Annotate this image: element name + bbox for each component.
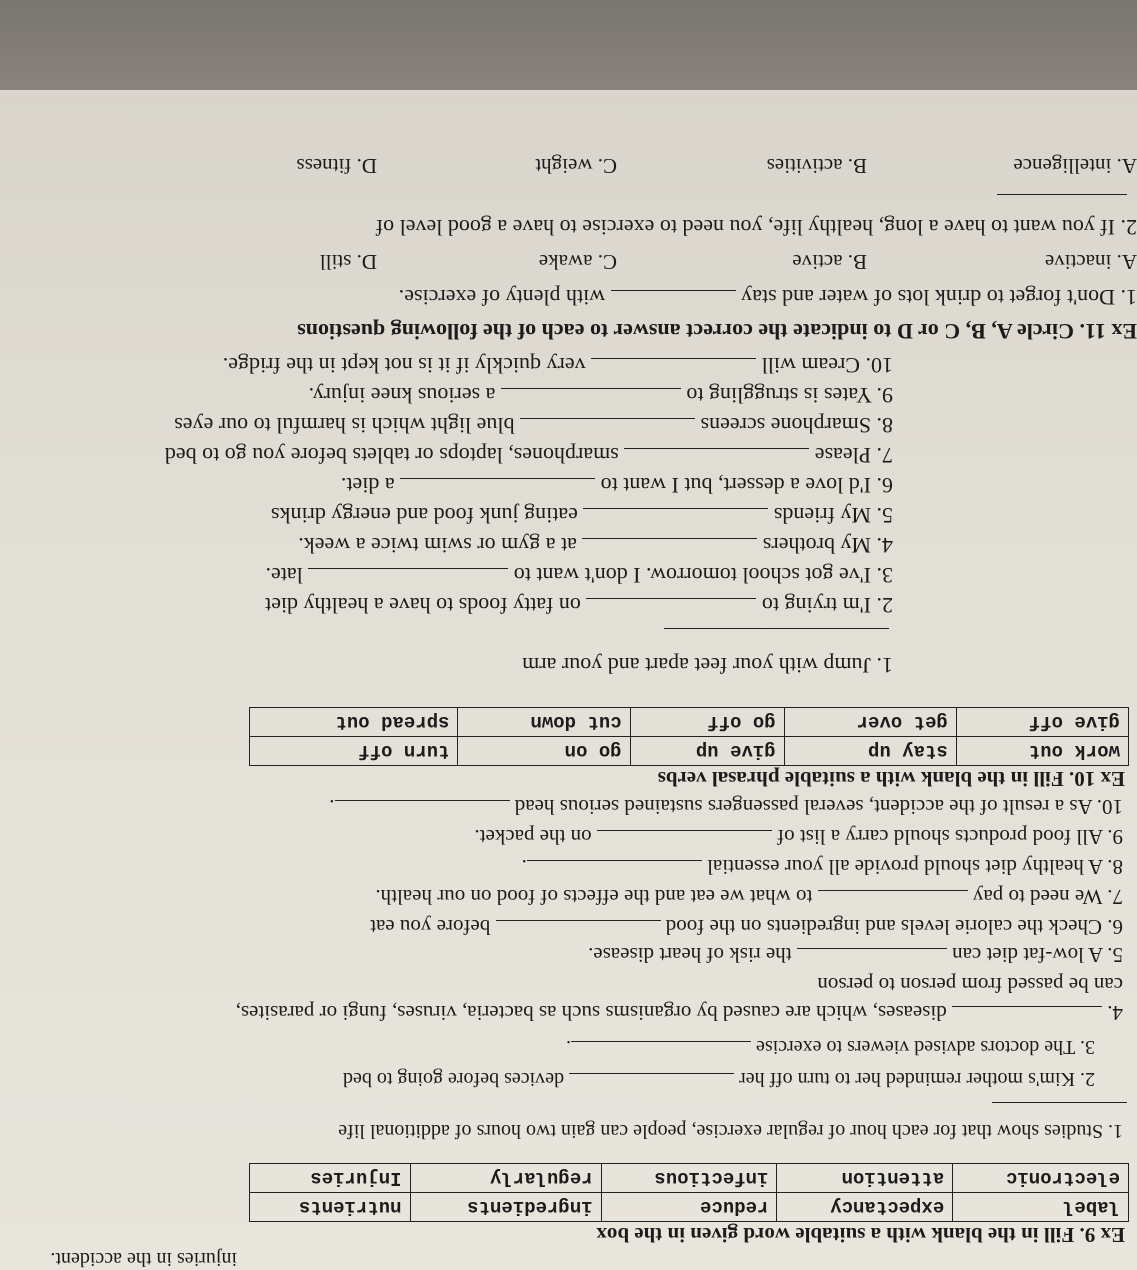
- option-c[interactable]: C. weight: [535, 154, 617, 178]
- item-text-after: before you eat: [370, 915, 491, 939]
- ex9-item: [375, 884, 1123, 910]
- answer-blank[interactable]: [818, 890, 968, 909]
- item-number: 9.: [1107, 825, 1123, 849]
- option-a[interactable]: A. intelligence: [1013, 154, 1137, 178]
- answer-blank[interactable]: [571, 1041, 751, 1060]
- item-number: 1.: [1108, 1120, 1123, 1142]
- ex11-title: Ex 11. Circle A, B, C or D to indicate the correct answer to each of the following questions: [297, 319, 1137, 344]
- item-number: 7.: [1107, 885, 1123, 909]
- answer-blank[interactable]: [527, 860, 702, 879]
- answer-blank[interactable]: [586, 598, 756, 617]
- item-text-after: late.: [265, 563, 303, 588]
- item-text-after: blue light which is harmful to our eyes: [174, 413, 515, 438]
- ex10-item-1-blank: [664, 622, 889, 648]
- box-phrase: cut down: [458, 708, 630, 737]
- item-number: 3.: [876, 563, 893, 588]
- option-b[interactable]: B. activities: [766, 154, 867, 178]
- box-word: expectancy: [777, 1193, 953, 1222]
- item-number: 8.: [1107, 855, 1123, 879]
- box-phrase: give off: [956, 708, 1128, 737]
- box-word: nutrients: [250, 1193, 411, 1222]
- item-number: 4.: [1107, 1001, 1123, 1025]
- item-number: 4.: [876, 533, 893, 558]
- ex9-title: Ex 9. Fill in the blank with a suitable word given in the box: [596, 1223, 1125, 1247]
- top-fragment: injuries in the accident.: [50, 1248, 237, 1270]
- answer-blank[interactable]: [611, 290, 736, 309]
- item-text-after: very quickly if it is not kept in the fridge.: [222, 353, 586, 378]
- item-text: Studies show that for each hour of regular exercise, people can gain two hours of additional life: [338, 1120, 1103, 1142]
- ex10-item: [165, 442, 893, 468]
- ex11-q2-blank: [997, 188, 1127, 214]
- ex10-phrasal-verb-box: [249, 707, 1129, 766]
- item-text: My friends: [773, 503, 871, 528]
- ex9-item-continuation: [817, 972, 1123, 998]
- item-text-after: .: [329, 795, 335, 819]
- item-text-after: a serious knee injury.: [308, 383, 496, 408]
- item-text: I'm trying to: [761, 593, 871, 618]
- item-text: The doctors advised viewers to exercise: [756, 1036, 1076, 1058]
- answer-blank[interactable]: [591, 358, 756, 377]
- item-number: 9.: [876, 383, 893, 408]
- ex10-item: [174, 412, 893, 438]
- item-number: 5.: [1107, 943, 1123, 967]
- answer-blank[interactable]: [496, 920, 661, 939]
- box-phrase: spread out: [250, 708, 459, 737]
- item-text: Cream will: [761, 353, 860, 378]
- ex10-item: [223, 352, 893, 378]
- item-text: Smarphone screens: [700, 413, 871, 438]
- answer-blank[interactable]: [582, 538, 757, 557]
- option-a[interactable]: A. inactive: [1044, 250, 1137, 274]
- item-number: 10.: [865, 353, 893, 378]
- ex9-box-row: [250, 1193, 1129, 1222]
- answer-blank[interactable]: [335, 800, 510, 819]
- ex9-item: [329, 794, 1123, 820]
- worksheet-page: [0, 90, 1137, 1270]
- item-text-after: the risk of heart disease.: [588, 943, 792, 967]
- box-word: reduce: [601, 1193, 777, 1222]
- ex10-item: [522, 652, 893, 678]
- ex10-item: [309, 382, 893, 408]
- ex9-box-row: [250, 1164, 1129, 1193]
- item-number: 2.: [1080, 1068, 1095, 1090]
- ex9-item-1-continuation: [992, 1096, 1127, 1122]
- box-word: Injuries: [250, 1164, 411, 1193]
- answer-blank[interactable]: [520, 418, 695, 437]
- item-text-after: .: [521, 855, 527, 879]
- ex11-question: [376, 214, 1137, 240]
- ex10-item: [298, 532, 893, 558]
- box-phrase: turn off: [250, 737, 459, 766]
- option-b[interactable]: B. active: [792, 250, 867, 274]
- ex10-item: [341, 472, 893, 498]
- ex10-box-row: [250, 708, 1129, 737]
- answer-blank[interactable]: [501, 388, 681, 407]
- item-text-after: at a gym or swim twice a week.: [298, 533, 577, 558]
- item-number: 5.: [876, 503, 893, 528]
- item-number: 10.: [1096, 795, 1123, 819]
- answer-blank[interactable]: [952, 1006, 1102, 1025]
- option-d[interactable]: D. fitness: [296, 154, 377, 178]
- ex10-item: [271, 502, 893, 528]
- box-phrase: give up: [630, 737, 784, 766]
- box-word: infectious: [601, 1164, 777, 1193]
- box-phrase: go off: [630, 708, 784, 737]
- item-text-after: devices before going to bed: [343, 1068, 565, 1090]
- box-phrase: stay up: [784, 737, 956, 766]
- box-word: label: [953, 1193, 1129, 1222]
- item-number: 1.: [876, 653, 893, 678]
- question-text: If you want to have a long, healthy life, you need to exercise to have a good level of: [375, 215, 1115, 240]
- item-text-after: on the packet.: [474, 825, 592, 849]
- answer-blank[interactable]: [569, 1073, 734, 1092]
- item-number: 6.: [876, 473, 893, 498]
- item-text: As a result of the accident, several passengers sustained serious head: [514, 795, 1093, 819]
- item-text: A healthy diet should provide all your essential: [707, 855, 1104, 879]
- item-text-after: to what we eat and the effects of food on our health.: [375, 885, 813, 909]
- item-text: A low-fat diet can: [952, 943, 1104, 967]
- ex10-item: [266, 562, 894, 588]
- answer-blank[interactable]: [400, 478, 595, 497]
- ex9-item: [522, 854, 1123, 880]
- ex11-question: [399, 284, 1137, 310]
- item-text-after: a diet.: [340, 473, 395, 498]
- question-text-after: with plenty of exercise.: [398, 285, 606, 310]
- ex10-box-row: [250, 737, 1129, 766]
- ex9-item: [474, 824, 1123, 850]
- item-text-after: .: [566, 1036, 572, 1058]
- answer-blank[interactable]: [597, 830, 772, 849]
- item-number: 3.: [1080, 1036, 1095, 1058]
- item-text: can be passed from person to person: [817, 973, 1123, 997]
- option-c[interactable]: C. awake: [538, 250, 617, 274]
- item-text-after: eating junk food and energy drinks: [270, 503, 578, 528]
- item-number: 7.: [876, 443, 893, 468]
- item-text: All food products should carry a list of: [777, 825, 1104, 849]
- item-text: I'd love a dessert, but I want to: [600, 473, 871, 498]
- question-text: Don't forget to drink lots of water and stay: [741, 285, 1115, 310]
- item-number: 2.: [876, 593, 893, 618]
- question-number: 1.: [1120, 285, 1137, 310]
- box-phrase: get over: [784, 708, 956, 737]
- answer-blank[interactable]: [583, 508, 768, 527]
- item-number: 8.: [876, 413, 893, 438]
- item-text-after: on fatty foods to have a healthy diet: [265, 593, 581, 618]
- box-word: electronic: [953, 1164, 1129, 1193]
- item-text: Check the calorie levels and ingredients on the food: [665, 915, 1102, 939]
- ex9-word-box: [249, 1163, 1129, 1222]
- ex10-item: [265, 592, 893, 618]
- ex9-item: [566, 1034, 1095, 1060]
- item-text: My brothers: [762, 533, 871, 558]
- item-text-after: smarphones, laptops or tablets before you go to bed: [164, 443, 619, 468]
- answer-blank[interactable]: [997, 194, 1127, 213]
- item-text-after: diseases, which are caused by organisms such as bacteria, viruses, fungi or parasites,: [235, 1001, 947, 1025]
- box-word: regularly: [410, 1164, 601, 1193]
- box-phrase: work out: [956, 737, 1128, 766]
- item-text: Jump with your feet apart and your arm: [522, 653, 871, 678]
- box-word: attention: [777, 1164, 953, 1193]
- ex9-item: [370, 914, 1123, 940]
- item-text: Kim's mother reminded her to turn off her: [739, 1068, 1075, 1090]
- option-d[interactable]: D. still: [319, 250, 377, 274]
- item-number: 6.: [1107, 915, 1123, 939]
- answer-blank[interactable]: [992, 1102, 1127, 1121]
- answer-blank[interactable]: [308, 568, 508, 587]
- item-text: Please: [814, 443, 871, 468]
- box-word: ingredients: [410, 1193, 601, 1222]
- ex9-item: [588, 942, 1123, 968]
- answer-blank[interactable]: [797, 948, 947, 967]
- item-text: I've got school tomorrow. I don't want to: [513, 563, 871, 588]
- question-number: 2.: [1120, 215, 1137, 240]
- ex9-item: [343, 1066, 1095, 1092]
- item-text: We need to pay: [972, 885, 1103, 909]
- answer-blank[interactable]: [664, 628, 889, 647]
- ex10-title: Ex 10. Fill in the blank with a suitable phrasal verbs: [657, 767, 1125, 791]
- ex9-item: [236, 1000, 1123, 1026]
- box-phrase: go on: [458, 737, 630, 766]
- answer-blank[interactable]: [624, 448, 809, 467]
- item-text: Yates is struggling to: [686, 383, 872, 408]
